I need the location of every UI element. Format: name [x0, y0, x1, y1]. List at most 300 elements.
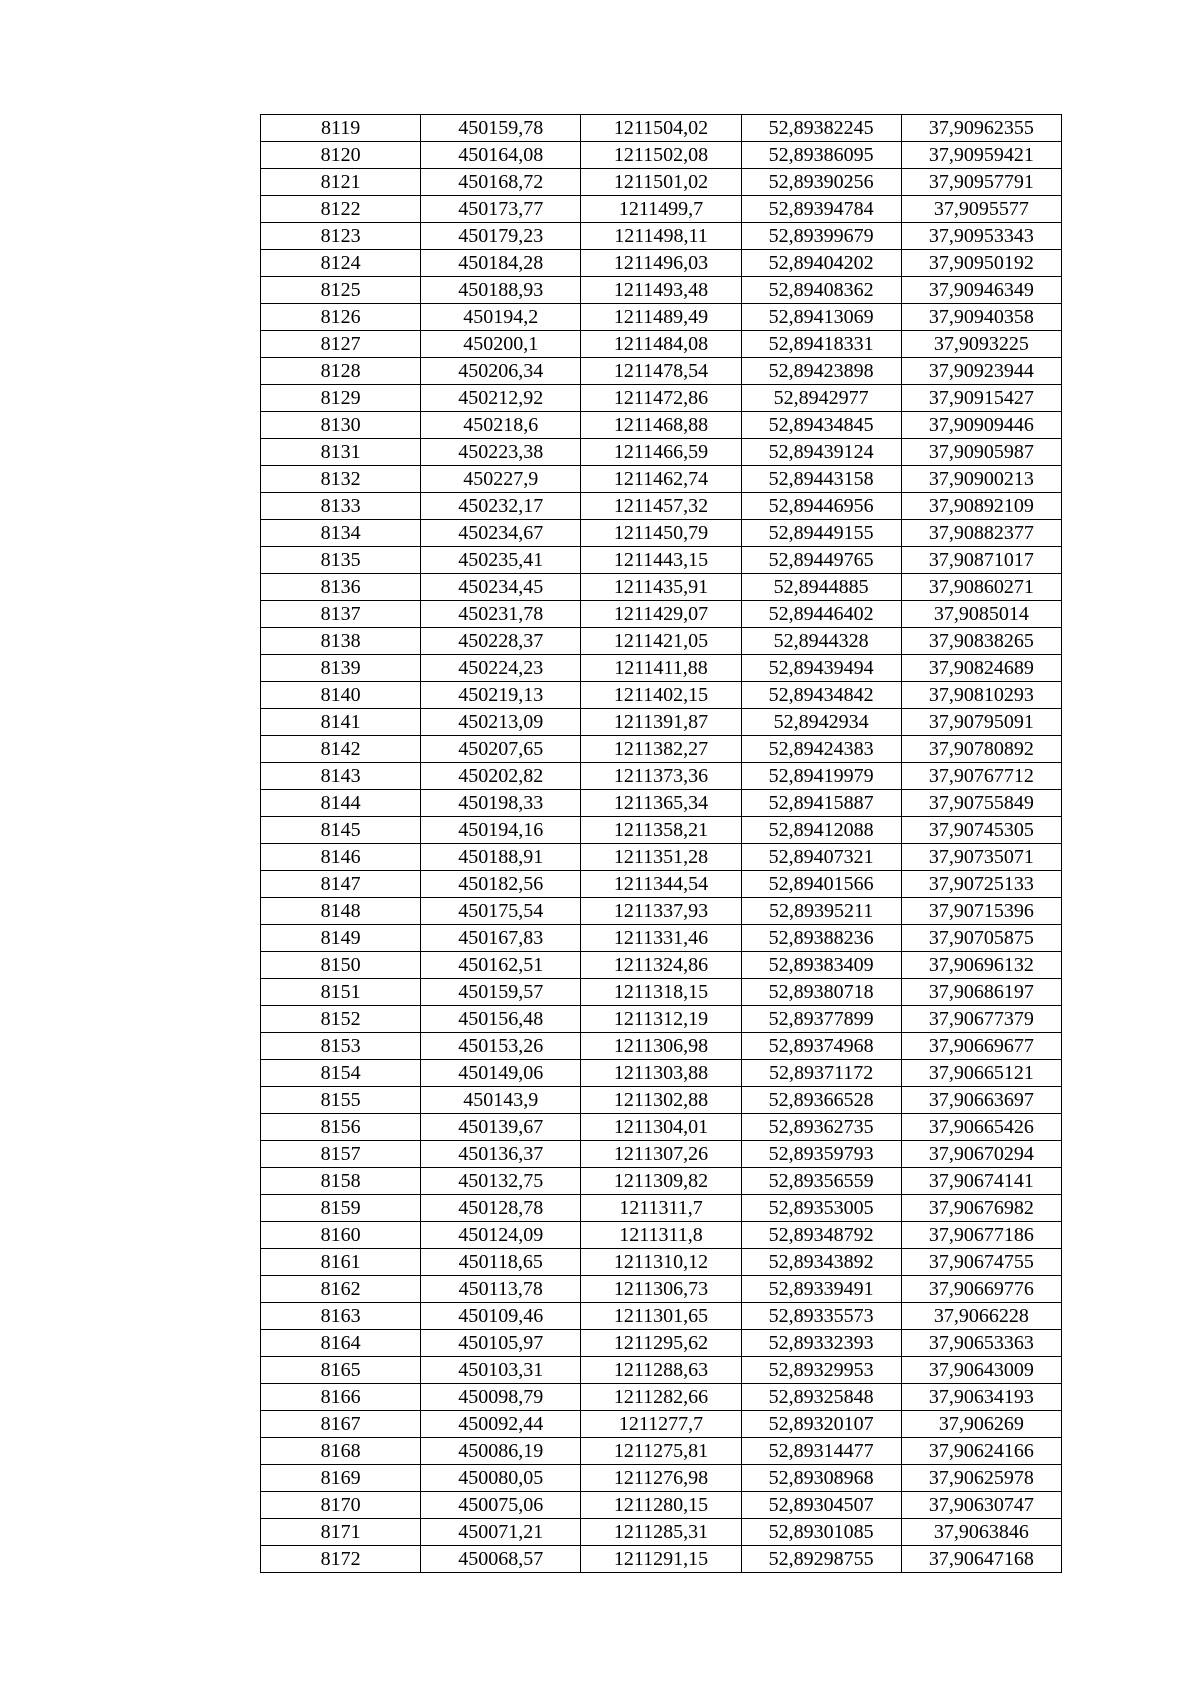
y-coordinate-cell: 1211484,08: [581, 331, 741, 358]
y-coordinate-cell: 1211311,8: [581, 1222, 741, 1249]
latitude-cell: 52,89314477: [741, 1438, 901, 1465]
table-row: [261, 1330, 1062, 1357]
table-row: [261, 1411, 1062, 1438]
y-coordinate-cell: 1211331,46: [581, 925, 741, 952]
x-coordinate-cell: 450136,37: [421, 1141, 581, 1168]
table-row: [261, 1519, 1062, 1546]
latitude-cell: 52,89348792: [741, 1222, 901, 1249]
table-row: [261, 1276, 1062, 1303]
point-number-cell: 8167: [261, 1411, 421, 1438]
point-number-cell: 8137: [261, 601, 421, 628]
longitude-cell: 37,90957791: [901, 169, 1061, 196]
latitude-cell: 52,8944885: [741, 574, 901, 601]
latitude-cell: 52,89446956: [741, 493, 901, 520]
x-coordinate-cell: 450168,72: [421, 169, 581, 196]
table-row: [261, 412, 1062, 439]
y-coordinate-cell: 1211443,15: [581, 547, 741, 574]
latitude-cell: 52,89335573: [741, 1303, 901, 1330]
y-coordinate-cell: 1211435,91: [581, 574, 741, 601]
table-row: [261, 331, 1062, 358]
x-coordinate-cell: 450164,08: [421, 142, 581, 169]
table-row: [261, 493, 1062, 520]
longitude-cell: 37,90950192: [901, 250, 1061, 277]
longitude-cell: 37,90810293: [901, 682, 1061, 709]
latitude-cell: 52,89399679: [741, 223, 901, 250]
coordinates-table-body: [261, 115, 1062, 1573]
table-row: [261, 1303, 1062, 1330]
x-coordinate-cell: 450224,23: [421, 655, 581, 682]
longitude-cell: 37,9085014: [901, 601, 1061, 628]
latitude-cell: 52,89407321: [741, 844, 901, 871]
y-coordinate-cell: 1211318,15: [581, 979, 741, 1006]
x-coordinate-cell: 450080,05: [421, 1465, 581, 1492]
latitude-cell: 52,89362735: [741, 1114, 901, 1141]
table-row: [261, 1006, 1062, 1033]
table-row: [261, 898, 1062, 925]
x-coordinate-cell: 450207,65: [421, 736, 581, 763]
point-number-cell: 8149: [261, 925, 421, 952]
y-coordinate-cell: 1211295,62: [581, 1330, 741, 1357]
y-coordinate-cell: 1211382,27: [581, 736, 741, 763]
table-row: [261, 385, 1062, 412]
latitude-cell: 52,89419979: [741, 763, 901, 790]
longitude-cell: 37,90909446: [901, 412, 1061, 439]
point-number-cell: 8139: [261, 655, 421, 682]
table-row: [261, 250, 1062, 277]
y-coordinate-cell: 1211411,88: [581, 655, 741, 682]
point-number-cell: 8157: [261, 1141, 421, 1168]
y-coordinate-cell: 1211493,48: [581, 277, 741, 304]
longitude-cell: 37,90669776: [901, 1276, 1061, 1303]
latitude-cell: 52,89371172: [741, 1060, 901, 1087]
y-coordinate-cell: 1211277,7: [581, 1411, 741, 1438]
longitude-cell: 37,90670294: [901, 1141, 1061, 1168]
x-coordinate-cell: 450159,78: [421, 115, 581, 142]
table-row: [261, 1033, 1062, 1060]
x-coordinate-cell: 450153,26: [421, 1033, 581, 1060]
x-coordinate-cell: 450188,91: [421, 844, 581, 871]
y-coordinate-cell: 1211365,34: [581, 790, 741, 817]
table-row: [261, 1195, 1062, 1222]
x-coordinate-cell: 450068,57: [421, 1546, 581, 1573]
point-number-cell: 8134: [261, 520, 421, 547]
point-number-cell: 8152: [261, 1006, 421, 1033]
longitude-cell: 37,90923944: [901, 358, 1061, 385]
y-coordinate-cell: 1211373,36: [581, 763, 741, 790]
table-row: [261, 196, 1062, 223]
latitude-cell: 52,89366528: [741, 1087, 901, 1114]
point-number-cell: 8126: [261, 304, 421, 331]
longitude-cell: 37,90674755: [901, 1249, 1061, 1276]
table-row: [261, 277, 1062, 304]
y-coordinate-cell: 1211276,98: [581, 1465, 741, 1492]
table-row: [261, 682, 1062, 709]
x-coordinate-cell: 450113,78: [421, 1276, 581, 1303]
table-row: [261, 1168, 1062, 1195]
table-row: [261, 169, 1062, 196]
y-coordinate-cell: 1211306,73: [581, 1276, 741, 1303]
point-number-cell: 8172: [261, 1546, 421, 1573]
latitude-cell: 52,89395211: [741, 898, 901, 925]
table-row: [261, 1465, 1062, 1492]
point-number-cell: 8165: [261, 1357, 421, 1384]
x-coordinate-cell: 450234,67: [421, 520, 581, 547]
latitude-cell: 52,89412088: [741, 817, 901, 844]
table-row: [261, 871, 1062, 898]
table-row: [261, 1087, 1062, 1114]
table-row: [261, 601, 1062, 628]
latitude-cell: 52,89449765: [741, 547, 901, 574]
point-number-cell: 8161: [261, 1249, 421, 1276]
latitude-cell: 52,89377899: [741, 1006, 901, 1033]
x-coordinate-cell: 450105,97: [421, 1330, 581, 1357]
x-coordinate-cell: 450128,78: [421, 1195, 581, 1222]
longitude-cell: 37,90677186: [901, 1222, 1061, 1249]
point-number-cell: 8121: [261, 169, 421, 196]
longitude-cell: 37,90705875: [901, 925, 1061, 952]
longitude-cell: 37,90767712: [901, 763, 1061, 790]
latitude-cell: 52,89332393: [741, 1330, 901, 1357]
x-coordinate-cell: 450235,41: [421, 547, 581, 574]
x-coordinate-cell: 450219,13: [421, 682, 581, 709]
longitude-cell: 37,90677379: [901, 1006, 1061, 1033]
latitude-cell: 52,89329953: [741, 1357, 901, 1384]
longitude-cell: 37,9063846: [901, 1519, 1061, 1546]
point-number-cell: 8135: [261, 547, 421, 574]
x-coordinate-cell: 450223,38: [421, 439, 581, 466]
table-row: [261, 466, 1062, 493]
y-coordinate-cell: 1211504,02: [581, 115, 741, 142]
latitude-cell: 52,89308968: [741, 1465, 901, 1492]
y-coordinate-cell: 1211291,15: [581, 1546, 741, 1573]
latitude-cell: 52,89301085: [741, 1519, 901, 1546]
y-coordinate-cell: 1211466,59: [581, 439, 741, 466]
longitude-cell: 37,90838265: [901, 628, 1061, 655]
point-number-cell: 8162: [261, 1276, 421, 1303]
point-number-cell: 8120: [261, 142, 421, 169]
latitude-cell: 52,8942934: [741, 709, 901, 736]
x-coordinate-cell: 450202,82: [421, 763, 581, 790]
longitude-cell: 37,90915427: [901, 385, 1061, 412]
latitude-cell: 52,89439494: [741, 655, 901, 682]
latitude-cell: 52,89298755: [741, 1546, 901, 1573]
point-number-cell: 8158: [261, 1168, 421, 1195]
latitude-cell: 52,89320107: [741, 1411, 901, 1438]
x-coordinate-cell: 450173,77: [421, 196, 581, 223]
longitude-cell: 37,90755849: [901, 790, 1061, 817]
longitude-cell: 37,90653363: [901, 1330, 1061, 1357]
longitude-cell: 37,90780892: [901, 736, 1061, 763]
x-coordinate-cell: 450184,28: [421, 250, 581, 277]
latitude-cell: 52,89423898: [741, 358, 901, 385]
table-row: [261, 1249, 1062, 1276]
point-number-cell: 8129: [261, 385, 421, 412]
y-coordinate-cell: 1211468,88: [581, 412, 741, 439]
longitude-cell: 37,90669677: [901, 1033, 1061, 1060]
y-coordinate-cell: 1211310,12: [581, 1249, 741, 1276]
x-coordinate-cell: 450231,78: [421, 601, 581, 628]
longitude-cell: 37,90665426: [901, 1114, 1061, 1141]
latitude-cell: 52,89434845: [741, 412, 901, 439]
y-coordinate-cell: 1211344,54: [581, 871, 741, 898]
point-number-cell: 8164: [261, 1330, 421, 1357]
point-number-cell: 8127: [261, 331, 421, 358]
longitude-cell: 37,90624166: [901, 1438, 1061, 1465]
longitude-cell: 37,90900213: [901, 466, 1061, 493]
longitude-cell: 37,90630747: [901, 1492, 1061, 1519]
y-coordinate-cell: 1211280,15: [581, 1492, 741, 1519]
table-row: [261, 790, 1062, 817]
y-coordinate-cell: 1211351,28: [581, 844, 741, 871]
longitude-cell: 37,9093225: [901, 331, 1061, 358]
x-coordinate-cell: 450212,92: [421, 385, 581, 412]
x-coordinate-cell: 450159,57: [421, 979, 581, 1006]
longitude-cell: 37,90795091: [901, 709, 1061, 736]
table-row: [261, 1384, 1062, 1411]
y-coordinate-cell: 1211275,81: [581, 1438, 741, 1465]
latitude-cell: 52,89415887: [741, 790, 901, 817]
point-number-cell: 8132: [261, 466, 421, 493]
x-coordinate-cell: 450086,19: [421, 1438, 581, 1465]
table-row: [261, 979, 1062, 1006]
latitude-cell: 52,89390256: [741, 169, 901, 196]
latitude-cell: 52,89386095: [741, 142, 901, 169]
x-coordinate-cell: 450132,75: [421, 1168, 581, 1195]
longitude-cell: 37,90882377: [901, 520, 1061, 547]
latitude-cell: 52,89443158: [741, 466, 901, 493]
y-coordinate-cell: 1211358,21: [581, 817, 741, 844]
latitude-cell: 52,8944328: [741, 628, 901, 655]
latitude-cell: 52,89449155: [741, 520, 901, 547]
y-coordinate-cell: 1211301,65: [581, 1303, 741, 1330]
y-coordinate-cell: 1211429,07: [581, 601, 741, 628]
latitude-cell: 52,89418331: [741, 331, 901, 358]
x-coordinate-cell: 450139,67: [421, 1114, 581, 1141]
longitude-cell: 37,90745305: [901, 817, 1061, 844]
point-number-cell: 8133: [261, 493, 421, 520]
point-number-cell: 8142: [261, 736, 421, 763]
x-coordinate-cell: 450175,54: [421, 898, 581, 925]
longitude-cell: 37,90953343: [901, 223, 1061, 250]
latitude-cell: 52,89413069: [741, 304, 901, 331]
point-number-cell: 8156: [261, 1114, 421, 1141]
table-row: [261, 547, 1062, 574]
y-coordinate-cell: 1211303,88: [581, 1060, 741, 1087]
x-coordinate-cell: 450194,16: [421, 817, 581, 844]
longitude-cell: 37,90860271: [901, 574, 1061, 601]
point-number-cell: 8171: [261, 1519, 421, 1546]
latitude-cell: 52,89343892: [741, 1249, 901, 1276]
longitude-cell: 37,90647168: [901, 1546, 1061, 1573]
latitude-cell: 52,89401566: [741, 871, 901, 898]
latitude-cell: 52,89439124: [741, 439, 901, 466]
latitude-cell: 52,89383409: [741, 952, 901, 979]
point-number-cell: 8143: [261, 763, 421, 790]
point-number-cell: 8128: [261, 358, 421, 385]
point-number-cell: 8154: [261, 1060, 421, 1087]
point-number-cell: 8125: [261, 277, 421, 304]
table-row: [261, 763, 1062, 790]
longitude-cell: 37,9095577: [901, 196, 1061, 223]
table-row: [261, 520, 1062, 547]
point-number-cell: 8130: [261, 412, 421, 439]
table-row: [261, 1546, 1062, 1573]
latitude-cell: 52,89434842: [741, 682, 901, 709]
point-number-cell: 8141: [261, 709, 421, 736]
longitude-cell: 37,906269: [901, 1411, 1061, 1438]
y-coordinate-cell: 1211501,02: [581, 169, 741, 196]
longitude-cell: 37,90871017: [901, 547, 1061, 574]
table-row: [261, 844, 1062, 871]
x-coordinate-cell: 450092,44: [421, 1411, 581, 1438]
x-coordinate-cell: 450149,06: [421, 1060, 581, 1087]
point-number-cell: 8131: [261, 439, 421, 466]
point-number-cell: 8138: [261, 628, 421, 655]
table-row: [261, 736, 1062, 763]
x-coordinate-cell: 450206,34: [421, 358, 581, 385]
x-coordinate-cell: 450103,31: [421, 1357, 581, 1384]
latitude-cell: 52,89304507: [741, 1492, 901, 1519]
x-coordinate-cell: 450232,17: [421, 493, 581, 520]
table-row: [261, 1060, 1062, 1087]
x-coordinate-cell: 450143,9: [421, 1087, 581, 1114]
table-row: [261, 1114, 1062, 1141]
table-row: [261, 628, 1062, 655]
latitude-cell: 52,8942977: [741, 385, 901, 412]
y-coordinate-cell: 1211496,03: [581, 250, 741, 277]
table-row: [261, 1141, 1062, 1168]
y-coordinate-cell: 1211306,98: [581, 1033, 741, 1060]
y-coordinate-cell: 1211502,08: [581, 142, 741, 169]
table-row: [261, 1222, 1062, 1249]
longitude-cell: 37,90715396: [901, 898, 1061, 925]
latitude-cell: 52,89404202: [741, 250, 901, 277]
point-number-cell: 8163: [261, 1303, 421, 1330]
latitude-cell: 52,89380718: [741, 979, 901, 1006]
table-row: [261, 439, 1062, 466]
y-coordinate-cell: 1211472,86: [581, 385, 741, 412]
latitude-cell: 52,89325848: [741, 1384, 901, 1411]
x-coordinate-cell: 450179,23: [421, 223, 581, 250]
point-number-cell: 8147: [261, 871, 421, 898]
x-coordinate-cell: 450188,93: [421, 277, 581, 304]
point-number-cell: 8168: [261, 1438, 421, 1465]
x-coordinate-cell: 450071,21: [421, 1519, 581, 1546]
table-row: [261, 304, 1062, 331]
y-coordinate-cell: 1211282,66: [581, 1384, 741, 1411]
y-coordinate-cell: 1211457,32: [581, 493, 741, 520]
x-coordinate-cell: 450228,37: [421, 628, 581, 655]
y-coordinate-cell: 1211309,82: [581, 1168, 741, 1195]
point-number-cell: 8148: [261, 898, 421, 925]
latitude-cell: 52,89394784: [741, 196, 901, 223]
y-coordinate-cell: 1211311,7: [581, 1195, 741, 1222]
x-coordinate-cell: 450162,51: [421, 952, 581, 979]
longitude-cell: 37,90696132: [901, 952, 1061, 979]
x-coordinate-cell: 450182,56: [421, 871, 581, 898]
latitude-cell: 52,89424383: [741, 736, 901, 763]
coordinates-table: [260, 114, 1062, 1573]
x-coordinate-cell: 450109,46: [421, 1303, 581, 1330]
table-row: [261, 142, 1062, 169]
y-coordinate-cell: 1211489,49: [581, 304, 741, 331]
x-coordinate-cell: 450098,79: [421, 1384, 581, 1411]
table-row: [261, 925, 1062, 952]
x-coordinate-cell: 450156,48: [421, 1006, 581, 1033]
x-coordinate-cell: 450198,33: [421, 790, 581, 817]
y-coordinate-cell: 1211324,86: [581, 952, 741, 979]
latitude-cell: 52,89339491: [741, 1276, 901, 1303]
y-coordinate-cell: 1211337,93: [581, 898, 741, 925]
point-number-cell: 8155: [261, 1087, 421, 1114]
table-row: [261, 655, 1062, 682]
table-row: [261, 709, 1062, 736]
y-coordinate-cell: 1211312,19: [581, 1006, 741, 1033]
x-coordinate-cell: 450200,1: [421, 331, 581, 358]
y-coordinate-cell: 1211402,15: [581, 682, 741, 709]
point-number-cell: 8140: [261, 682, 421, 709]
table-row: [261, 1357, 1062, 1384]
longitude-cell: 37,90686197: [901, 979, 1061, 1006]
table-row: [261, 223, 1062, 250]
table-row: [261, 115, 1062, 142]
longitude-cell: 37,90735071: [901, 844, 1061, 871]
y-coordinate-cell: 1211450,79: [581, 520, 741, 547]
y-coordinate-cell: 1211462,74: [581, 466, 741, 493]
longitude-cell: 37,90824689: [901, 655, 1061, 682]
point-number-cell: 8146: [261, 844, 421, 871]
point-number-cell: 8122: [261, 196, 421, 223]
y-coordinate-cell: 1211478,54: [581, 358, 741, 385]
x-coordinate-cell: 450167,83: [421, 925, 581, 952]
x-coordinate-cell: 450218,6: [421, 412, 581, 439]
point-number-cell: 8150: [261, 952, 421, 979]
latitude-cell: 52,89408362: [741, 277, 901, 304]
x-coordinate-cell: 450213,09: [421, 709, 581, 736]
longitude-cell: 37,90634193: [901, 1384, 1061, 1411]
y-coordinate-cell: 1211302,88: [581, 1087, 741, 1114]
table-row: [261, 574, 1062, 601]
point-number-cell: 8123: [261, 223, 421, 250]
longitude-cell: 37,90643009: [901, 1357, 1061, 1384]
longitude-cell: 37,90663697: [901, 1087, 1061, 1114]
latitude-cell: 52,89446402: [741, 601, 901, 628]
point-number-cell: 8124: [261, 250, 421, 277]
point-number-cell: 8144: [261, 790, 421, 817]
table-row: [261, 1438, 1062, 1465]
y-coordinate-cell: 1211288,63: [581, 1357, 741, 1384]
longitude-cell: 37,90674141: [901, 1168, 1061, 1195]
point-number-cell: 8153: [261, 1033, 421, 1060]
point-number-cell: 8159: [261, 1195, 421, 1222]
point-number-cell: 8151: [261, 979, 421, 1006]
latitude-cell: 52,89353005: [741, 1195, 901, 1222]
longitude-cell: 37,90676982: [901, 1195, 1061, 1222]
table-row: [261, 358, 1062, 385]
longitude-cell: 37,90625978: [901, 1465, 1061, 1492]
latitude-cell: 52,89388236: [741, 925, 901, 952]
longitude-cell: 37,9066228: [901, 1303, 1061, 1330]
y-coordinate-cell: 1211307,26: [581, 1141, 741, 1168]
point-number-cell: 8160: [261, 1222, 421, 1249]
longitude-cell: 37,90725133: [901, 871, 1061, 898]
point-number-cell: 8136: [261, 574, 421, 601]
y-coordinate-cell: 1211285,31: [581, 1519, 741, 1546]
point-number-cell: 8119: [261, 115, 421, 142]
y-coordinate-cell: 1211391,87: [581, 709, 741, 736]
point-number-cell: 8170: [261, 1492, 421, 1519]
y-coordinate-cell: 1211499,7: [581, 196, 741, 223]
